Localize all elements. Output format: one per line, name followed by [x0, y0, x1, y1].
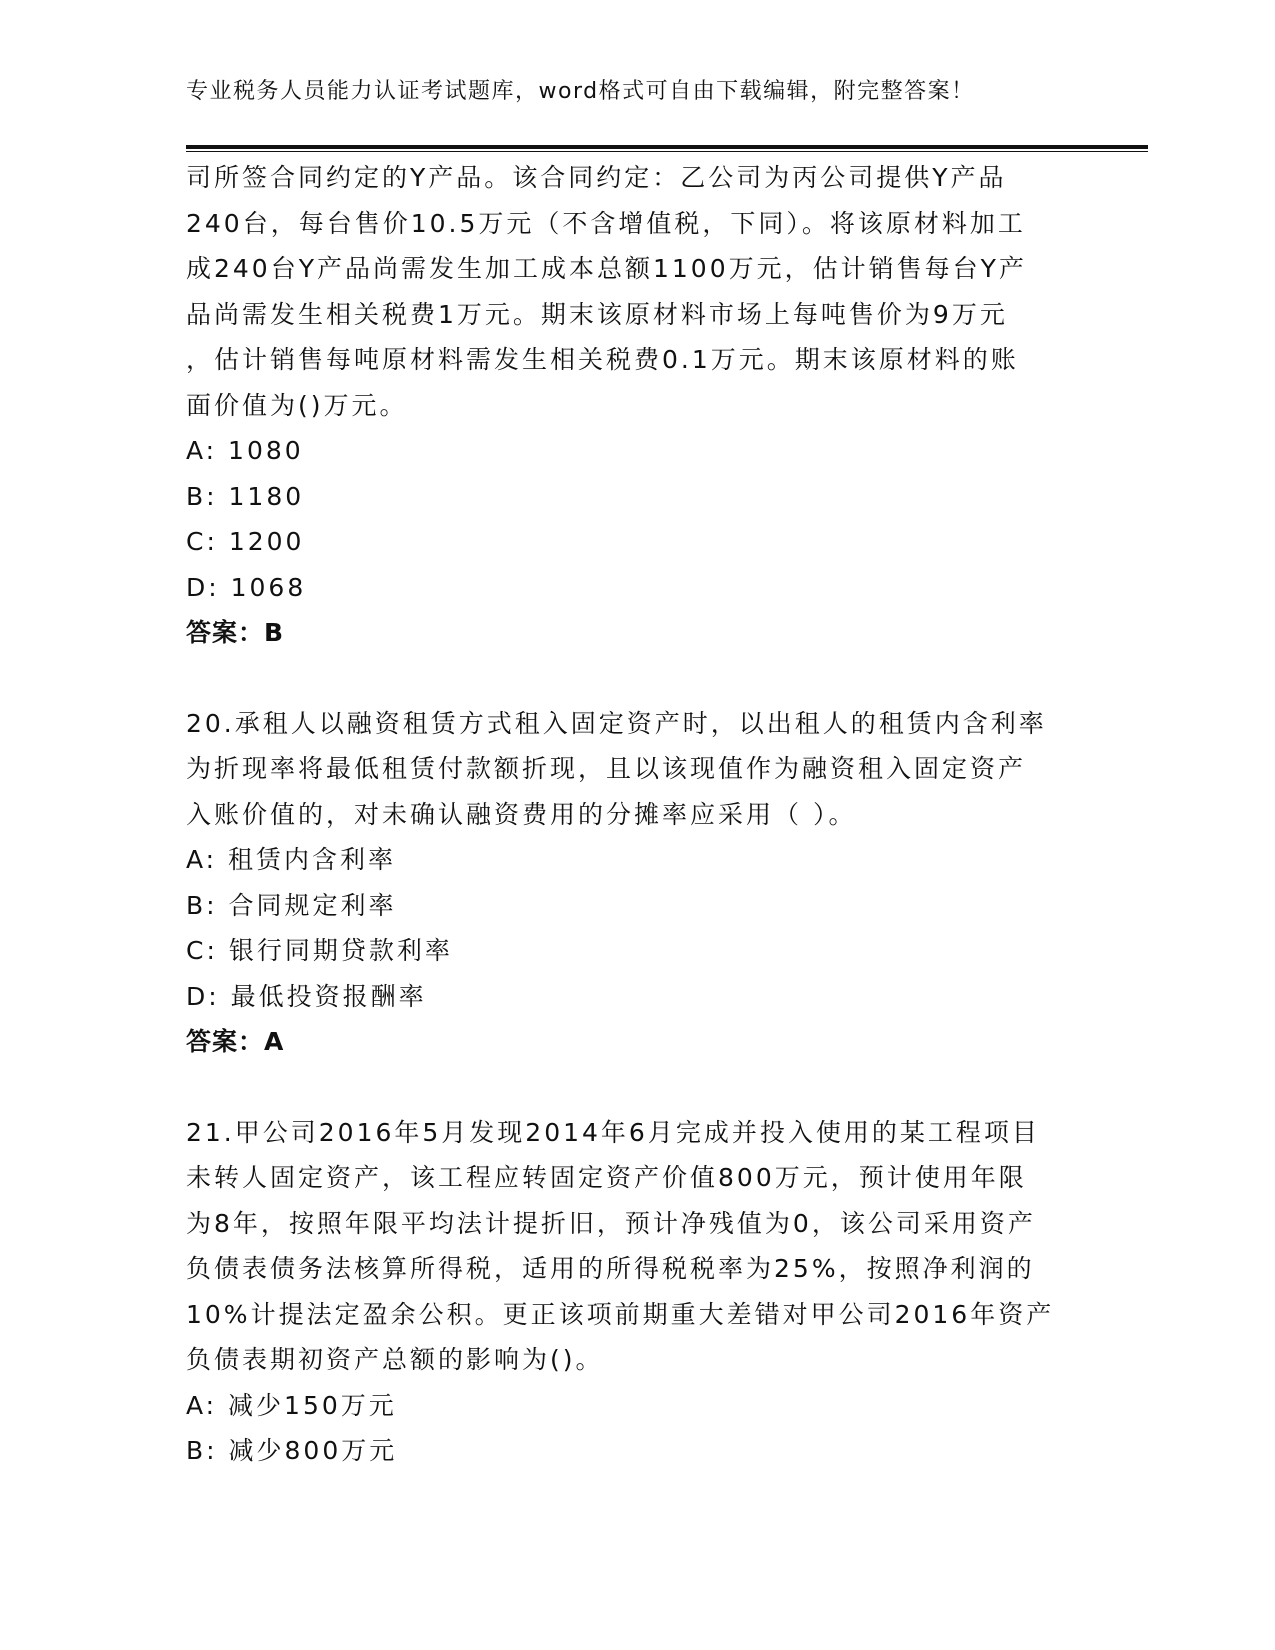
- answer-label: 答案：B: [186, 618, 285, 647]
- page-header: 专业税务人员能力认证考试题库，word格式可自由下载编辑，附完整答案！: [186, 79, 975, 104]
- question-text-line: 品尚需发生相关税费1万元。期末该原材料市场上每吨售价为9万元: [186, 299, 1008, 329]
- question-text-line: 入账价值的，对未确认融资费用的分摊率应采用（ ）。: [186, 799, 857, 829]
- header-divider-thick: [186, 145, 1148, 149]
- question-text-line: 面价值为()万元。: [186, 390, 408, 420]
- option-a: A: 1080: [186, 436, 304, 465]
- option-d: D: 最低投资报酬率: [186, 981, 427, 1011]
- question-text-line: 未转人固定资产，该工程应转固定资产价值800万元，预计使用年限: [186, 1163, 1027, 1192]
- option-a: A: 减少150万元: [186, 1390, 397, 1420]
- question-text-line: 10%计提法定盈余公积。更正该项前期重大差错对甲公司2016年资产: [186, 1299, 1055, 1329]
- question-20: [186, 701, 1086, 1065]
- question-text-line: 司所签合同约定的Y产品。该合同约定：乙公司为丙公司提供Y产品: [186, 163, 1007, 192]
- question-19-continued: [186, 155, 1086, 656]
- question-text-line: 负债表期初资产总额的影响为()。: [186, 1345, 604, 1374]
- document-body: [186, 155, 1086, 1474]
- question-spacer: [186, 1065, 1086, 1110]
- header-divider: [186, 145, 1148, 152]
- header-divider-thin: [186, 151, 1148, 152]
- option-b: B: 合同规定利率: [186, 890, 397, 920]
- question-text-line: 21.甲公司2016年5月发现2014年6月完成并投入使用的某工程项目: [186, 1117, 1040, 1147]
- question-text-line: ，估计销售每吨原材料需发生相关税费0.1万元。期末该原材料的账: [186, 345, 1019, 374]
- question-21: [186, 1110, 1086, 1474]
- question-text-line: 为8年，按照年限平均法计提折旧，预计净残值为0，该公司采用资产: [186, 1208, 1036, 1238]
- question-spacer: [186, 656, 1086, 701]
- option-b: B: 减少800万元: [186, 1436, 398, 1465]
- question-text-line: 20.承租人以融资租赁方式租入固定资产时，以出租人的租赁内含利率: [186, 708, 1047, 738]
- question-text-line: 为折现率将最低租赁付款额折现，且以该现值作为融资租入固定资产: [186, 754, 1027, 783]
- option-c: C: 银行同期贷款利率: [186, 936, 453, 965]
- option-a: A: 租赁内含利率: [186, 845, 397, 874]
- option-d: D: 1068: [186, 572, 307, 602]
- answer-label: 答案：A: [186, 1027, 285, 1056]
- question-text-line: 负债表债务法核算所得税，适用的所得税税率为25%，按照净利润的: [186, 1254, 1035, 1283]
- option-c: C: 1200: [186, 527, 305, 556]
- question-text-line: 成240台Y产品尚需发生加工成本总额1100万元，估计销售每台Y产: [186, 254, 1027, 283]
- question-text-line: 240台，每台售价10.5万元（不含增值税，下同）。将该原材料加工: [186, 208, 1026, 238]
- option-b: B: 1180: [186, 481, 305, 511]
